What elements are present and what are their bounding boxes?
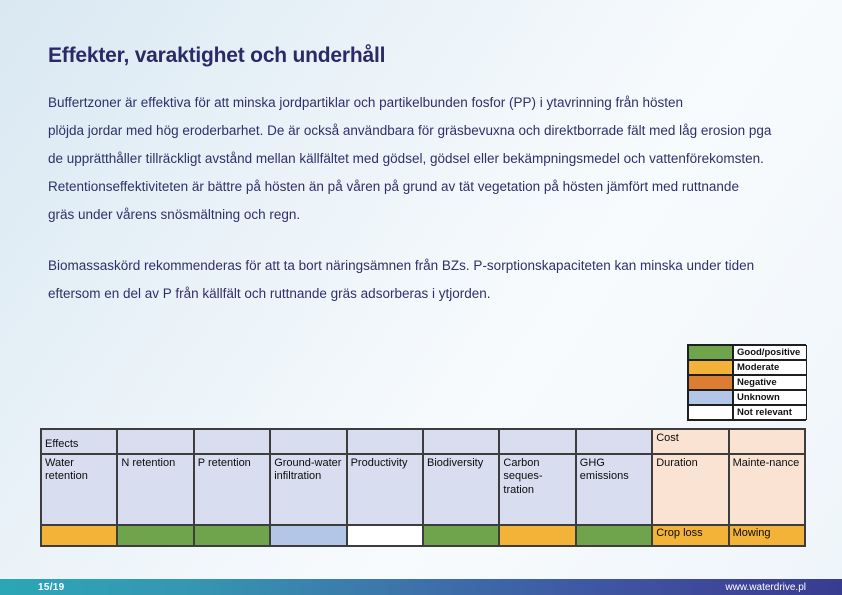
- paragraph-line: Biomassaskörd rekommenderas för att ta bort näringsämnen från BZs. P-sorptionskapaciteten kan minska under tiden: [48, 258, 755, 273]
- legend-swatch-negative: [688, 375, 733, 390]
- column-header-groundwater-infiltration: Ground-water infiltration: [270, 454, 346, 525]
- column-header-n-retention: N retention: [117, 454, 193, 525]
- legend-label-moderate: Moderate: [733, 360, 807, 375]
- legend-table: [687, 344, 806, 421]
- body-paragraph-1: [48, 89, 771, 229]
- column-header-carbon-sequestration: Carbon seques-tration: [499, 454, 575, 525]
- paragraph-line: plöjda jordar med hög eroderbarhet. De är också användbara för gräsbevuxna och direktborrade fält med låg erosion pga: [48, 123, 772, 138]
- column-header-p-retention: P retention: [194, 454, 270, 525]
- table-cost-header: Cost: [652, 429, 728, 454]
- table-empty-cell: [729, 429, 805, 454]
- paragraph-line: de upprätthåller tillräckligt avstånd mellan källfältet med gödsel, gödsel eller bekämpningsmedel och vattenförekomsten.: [48, 151, 764, 166]
- paragraph-line: gräs under vårens snösmältning och regn.: [48, 207, 301, 222]
- table-empty-cell: [194, 429, 270, 454]
- column-header-maintenance: Mainte-nance: [729, 454, 805, 525]
- footer-bar: [0, 579, 842, 595]
- mowing-cell: Mowing: [729, 525, 805, 546]
- column-header-ghg-emissions: GHG emissions: [576, 454, 652, 525]
- rating-cell-biodiversity: [423, 525, 499, 546]
- footer-url: www.waterdrive.pl: [725, 581, 806, 593]
- table-empty-cell: [499, 429, 575, 454]
- body-paragraph-2: [48, 252, 754, 308]
- slide-title: Effekter, varaktighet och underhåll: [48, 44, 386, 67]
- rating-cell-p-retention: [194, 525, 270, 546]
- table-empty-cell: [576, 429, 652, 454]
- table-empty-cell: [117, 429, 193, 454]
- column-header-productivity: Productivity: [347, 454, 423, 525]
- table-corner-effects: Effects: [41, 429, 117, 454]
- legend-label-unknown: Unknown: [733, 390, 807, 405]
- paragraph-line: Buffertzoner är effektiva för att minska jordpartiklar och partikelbunden fosfor (PP) i ytavrinning från hösten: [48, 95, 684, 110]
- column-header-biodiversity: Biodiversity: [423, 454, 499, 525]
- paragraph-line: Retentionseffektiviteten är bättre på hösten än på våren på grund av tät vegetation på hösten jämfört med ruttnande: [48, 179, 739, 194]
- effects-table: [40, 428, 806, 547]
- column-header-water-retention: Water retention: [41, 454, 117, 525]
- rating-cell-groundwater-infiltration: [270, 525, 346, 546]
- rating-cell-ghg-emissions: [576, 525, 652, 546]
- page-number: 15/19: [38, 581, 65, 593]
- rating-cell-water-retention: [41, 525, 117, 546]
- legend-label-good: Good/positive: [733, 345, 807, 360]
- crop-loss-cell: Crop loss: [652, 525, 728, 546]
- table-empty-cell: [270, 429, 346, 454]
- legend-swatch-good: [688, 345, 733, 360]
- legend-swatch-not-relevant: [688, 405, 733, 420]
- table-empty-cell: [423, 429, 499, 454]
- table-empty-cell: [347, 429, 423, 454]
- column-header-duration: Duration: [652, 454, 728, 525]
- legend-swatch-moderate: [688, 360, 733, 375]
- legend-swatch-unknown: [688, 390, 733, 405]
- rating-cell-productivity: [347, 525, 423, 546]
- rating-cell-n-retention: [117, 525, 193, 546]
- legend-label-negative: Negative: [733, 375, 807, 390]
- legend-label-not-relevant: Not relevant: [733, 405, 807, 420]
- paragraph-line: eftersom en del av P från källfält och ruttnande gräs adsorberas i ytjorden.: [48, 286, 491, 301]
- rating-cell-carbon-sequestration: [499, 525, 575, 546]
